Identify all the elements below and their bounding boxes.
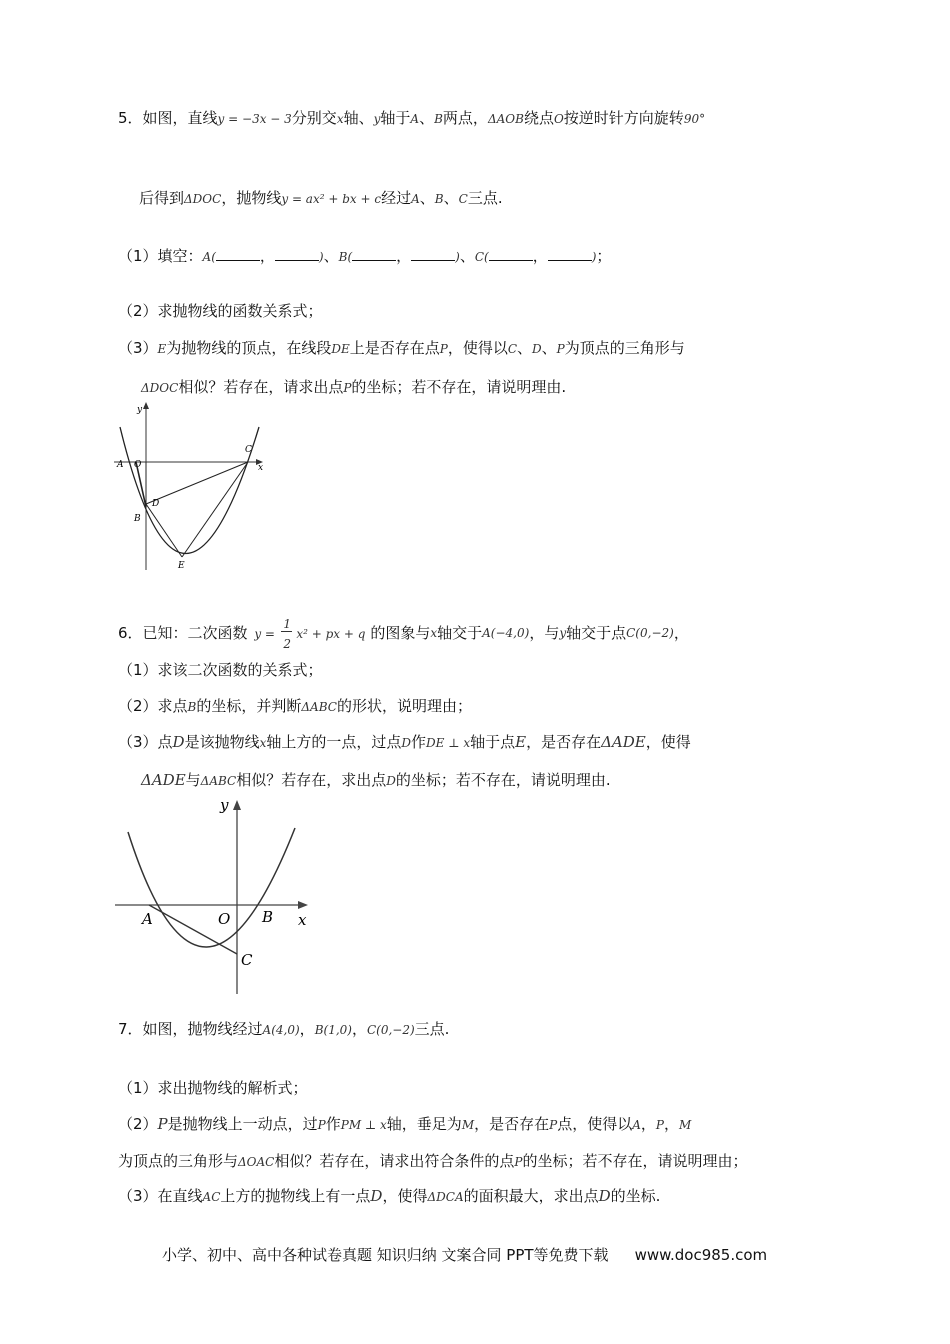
q6-label-b: B (262, 908, 274, 926)
q6-label-o: O (218, 910, 231, 928)
q7-part1: （1）求出抛物线的解析式； (118, 1079, 308, 1097)
answer-blank[interactable] (275, 246, 319, 261)
answer-blank[interactable] (352, 246, 396, 261)
q6-x-arrow (298, 901, 308, 909)
q6-equation: y = 1 2 x² + px + q (254, 617, 366, 651)
q5-label-c: C (245, 445, 252, 455)
q6-label-c: C (241, 951, 253, 969)
answer-blank[interactable] (216, 246, 260, 261)
q5-part2: （2）求抛物线的函数关系式； (118, 302, 323, 320)
q5-label-a: A (117, 460, 124, 470)
q5-label-x: x (258, 463, 264, 473)
q5-segment-dc (146, 462, 248, 504)
footer-text: 小学、初中、高中各种试卷真题 知识归纳 文案合同 PPT等免费下载 (162, 1246, 609, 1264)
q5-part3-line2: ΔDOC相似？若存在，请求出点P的坐标；若不存在，请说明理由. (141, 378, 567, 396)
q5-label-o: O (134, 460, 142, 470)
footer-website-link[interactable]: www.doc985.com (634, 1246, 768, 1264)
q5-segment-de (146, 504, 182, 557)
q5-figure (112, 400, 282, 572)
q5-line1: 5．如图，直线y = −3x − 3分别交x轴、y轴于A、B两点，ΔAOB绕点O按逆时针方向旋转90° (118, 109, 706, 127)
q5-part1: （1）填空：A( ， )、B( ， )、C( ， )； (118, 247, 612, 265)
answer-blank[interactable] (548, 246, 592, 261)
q5-parabola (120, 427, 259, 554)
q6-line1: 6．已知：二次函数 y = 1 2 x² + px + q 的图象与$^x$轴交于$^{A(-4,0)}$，与$^y$轴交于点$^{C(0,-2)}$， (118, 617, 689, 667)
q5-label-e: E (178, 561, 185, 571)
q5-part3-line1: （3）E为抛物线的顶点，在线段DE上是否存在点P，使得以C、D、P为顶点的三角形与 (118, 339, 685, 357)
q7-part2-line1: （2）P是抛物线上一动点，过P作PM ⊥ x轴，垂足为M，是否存在P点，使得以A，P，M (118, 1115, 692, 1133)
q5-segment-ce (182, 462, 248, 557)
q6-label-a: A (142, 910, 153, 928)
q7-part3: （3）在直线AC上方的抛物线上有一点D，使得ΔDCA的面积最大，求出点D的坐标. (118, 1187, 661, 1205)
q5-y-arrow (143, 402, 149, 409)
answer-blank[interactable] (411, 246, 455, 261)
q6-part2: （2）求点B的坐标，并判断ΔABC的形状，说明理由； (118, 697, 472, 715)
q6-label-y: y (220, 796, 229, 814)
q5-label-d: D (152, 499, 160, 509)
q6-part3-line2: ΔADE与ΔABC相似？若存在，求出点D的坐标；若不存在，请说明理由. (141, 771, 611, 789)
q6-parabola (128, 828, 295, 947)
q6-part1: （1）求该二次函数的关系式； (118, 661, 323, 679)
q6-y-arrow (233, 800, 241, 810)
q5-label-y: y (137, 405, 143, 415)
fraction-bar (281, 631, 292, 632)
q6-part3-line1: （3）点D是该抛物线x轴上方的一点，过点D作DE ⊥ x轴于点E，是否存在ΔADE，使得 (118, 733, 691, 751)
q6-figure (112, 794, 317, 998)
q7-line1: 7．如图，抛物线经过A(4,0)，B(1,0)，C(0,−2)三点. (118, 1020, 450, 1038)
q6-label-x: x (298, 911, 307, 929)
q7-part2-line2: 为顶点的三角形与ΔOAC相似？若存在，请求出符合条件的点P的坐标；若不存在，请说明理由； (118, 1152, 748, 1170)
q5-label-b: B (134, 514, 141, 524)
q5-line2: 后得到ΔDOC，抛物线y = ax² + bx + c经过A、B、C三点. (139, 189, 503, 207)
page-footer (162, 1244, 767, 1265)
answer-blank[interactable] (489, 246, 533, 261)
